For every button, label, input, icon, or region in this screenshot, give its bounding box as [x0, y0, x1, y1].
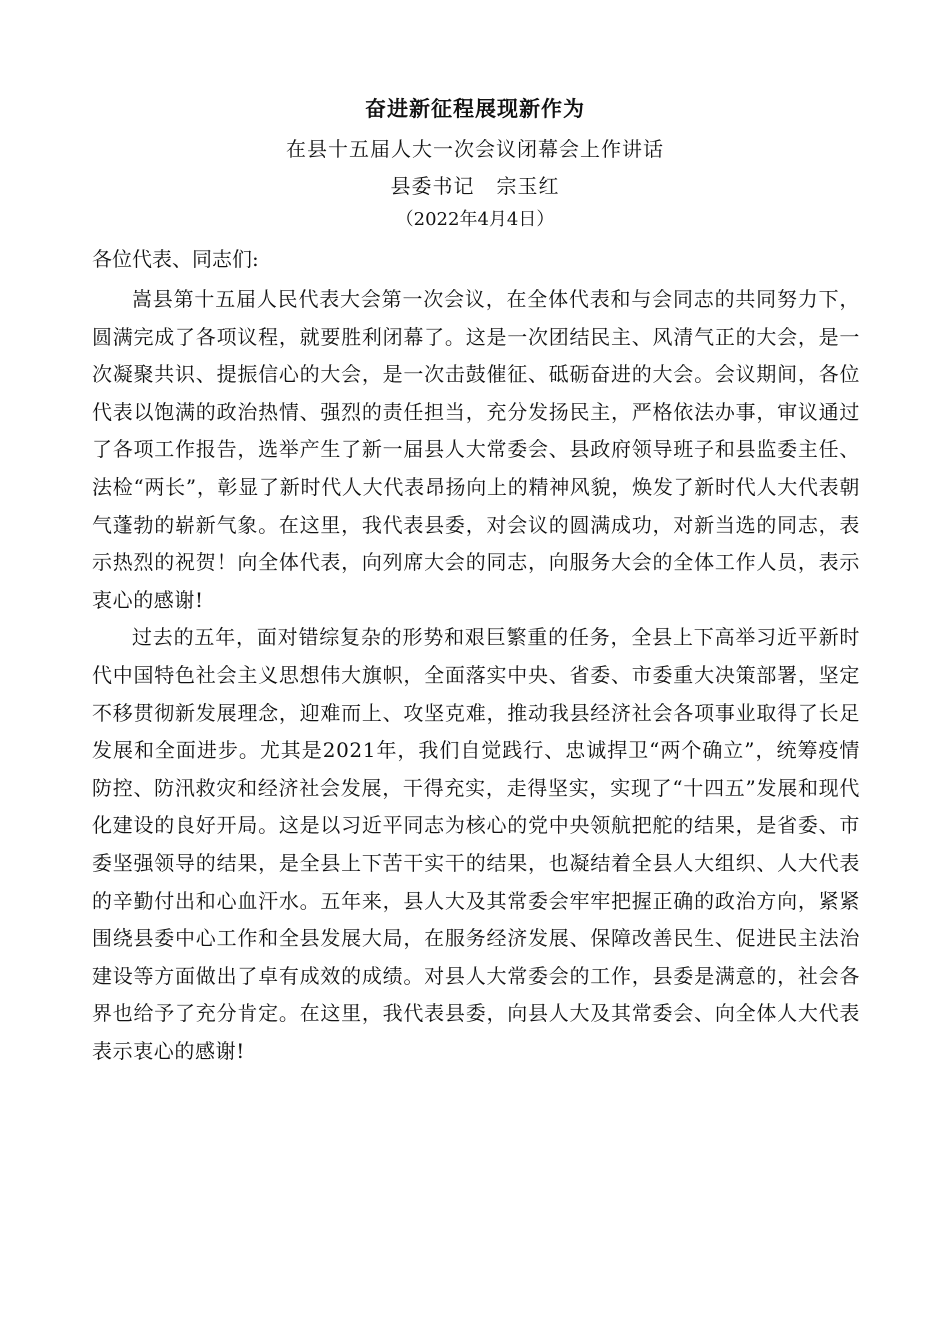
speech-date: （2022年4月4日） — [395, 209, 555, 230]
salutation: 各位代表、同志们: — [92, 247, 259, 271]
speech-body — [92, 281, 860, 1070]
paragraph: 过去的五年，面对错综复杂的形势和艰巨繁重的任务，全县上下高举习近平新时代中国特色社会主义思想伟大旗帜，全面落实中央、省委、市委重大决策部署，坚定不移贯彻新发展理念，迎难而上、攻坚克难，推动我县经济社会各项事业取得了长足发展和全面进步。尤其是2021年，我们自觉践行、忠诚捍卫“两个确立”，统筹疫情防控、防汛救灾和经济社会发展，干得充实，走得坚实，实现了“十四五”发展和现代化建设的良好开局。这是以习近平同志为核心的党中央领航把舵的结果，是省委、市委坚强领导的结果，是全县上下苦干实干的结果，也凝结着全县人大组织、人大代表的辛勤付出和心血汗水。五年来，县人大及其常委会牢牢把握正确的政治方向，紧紧围绕县委中心工作和全县发展大局，在服务经济发展、保障改善民生、促进民主法治建设等方面做出了卓有成效的成绩。对县人大常委会的工作，县委是满意的，社会各界也给予了充分肯定。在这里，我代表县委，向县人大及其常委会、向全体人大代表表示衷心的感谢! — [92, 625, 860, 1063]
author-name: 宗玉红 — [496, 174, 560, 198]
document-subtitle: 在县十五届人大一次会议闭幕会上作讲话 — [286, 137, 664, 161]
author-role: 县委书记 — [390, 174, 475, 198]
document-title: 奋进新征程展现新作为 — [365, 96, 585, 121]
paragraph: 嵩县第十五届人民代表大会第一次会议，在全体代表和与会同志的共同努力下，圆满完成了各项议程，就要胜利闭幕了。这是一次团结民主、风清气正的大会，是一次凝聚共识、提振信心的大会，是一次击鼓催征、砥砺奋进的大会。会议期间，各位代表以饱满的政治热情、强烈的责任担当，充分发扬民主，严格依法办事，审议通过了各项工作报告，选举产生了新一届县人大常委会、县政府领导班子和县监委主任、法检“两长”，彰显了新时代人大代表昂扬向上的精神风貌，焕发了新时代人大代表朝气蓬勃的崭新气象。在这里，我代表县委，对会议的圆满成功，对新当选的同志，表示热烈的祝贺！向全体代表，向列席大会的同志，向服务大会的全体工作人员，表示衷心的感谢! — [92, 287, 860, 612]
author-line — [0, 171, 950, 201]
